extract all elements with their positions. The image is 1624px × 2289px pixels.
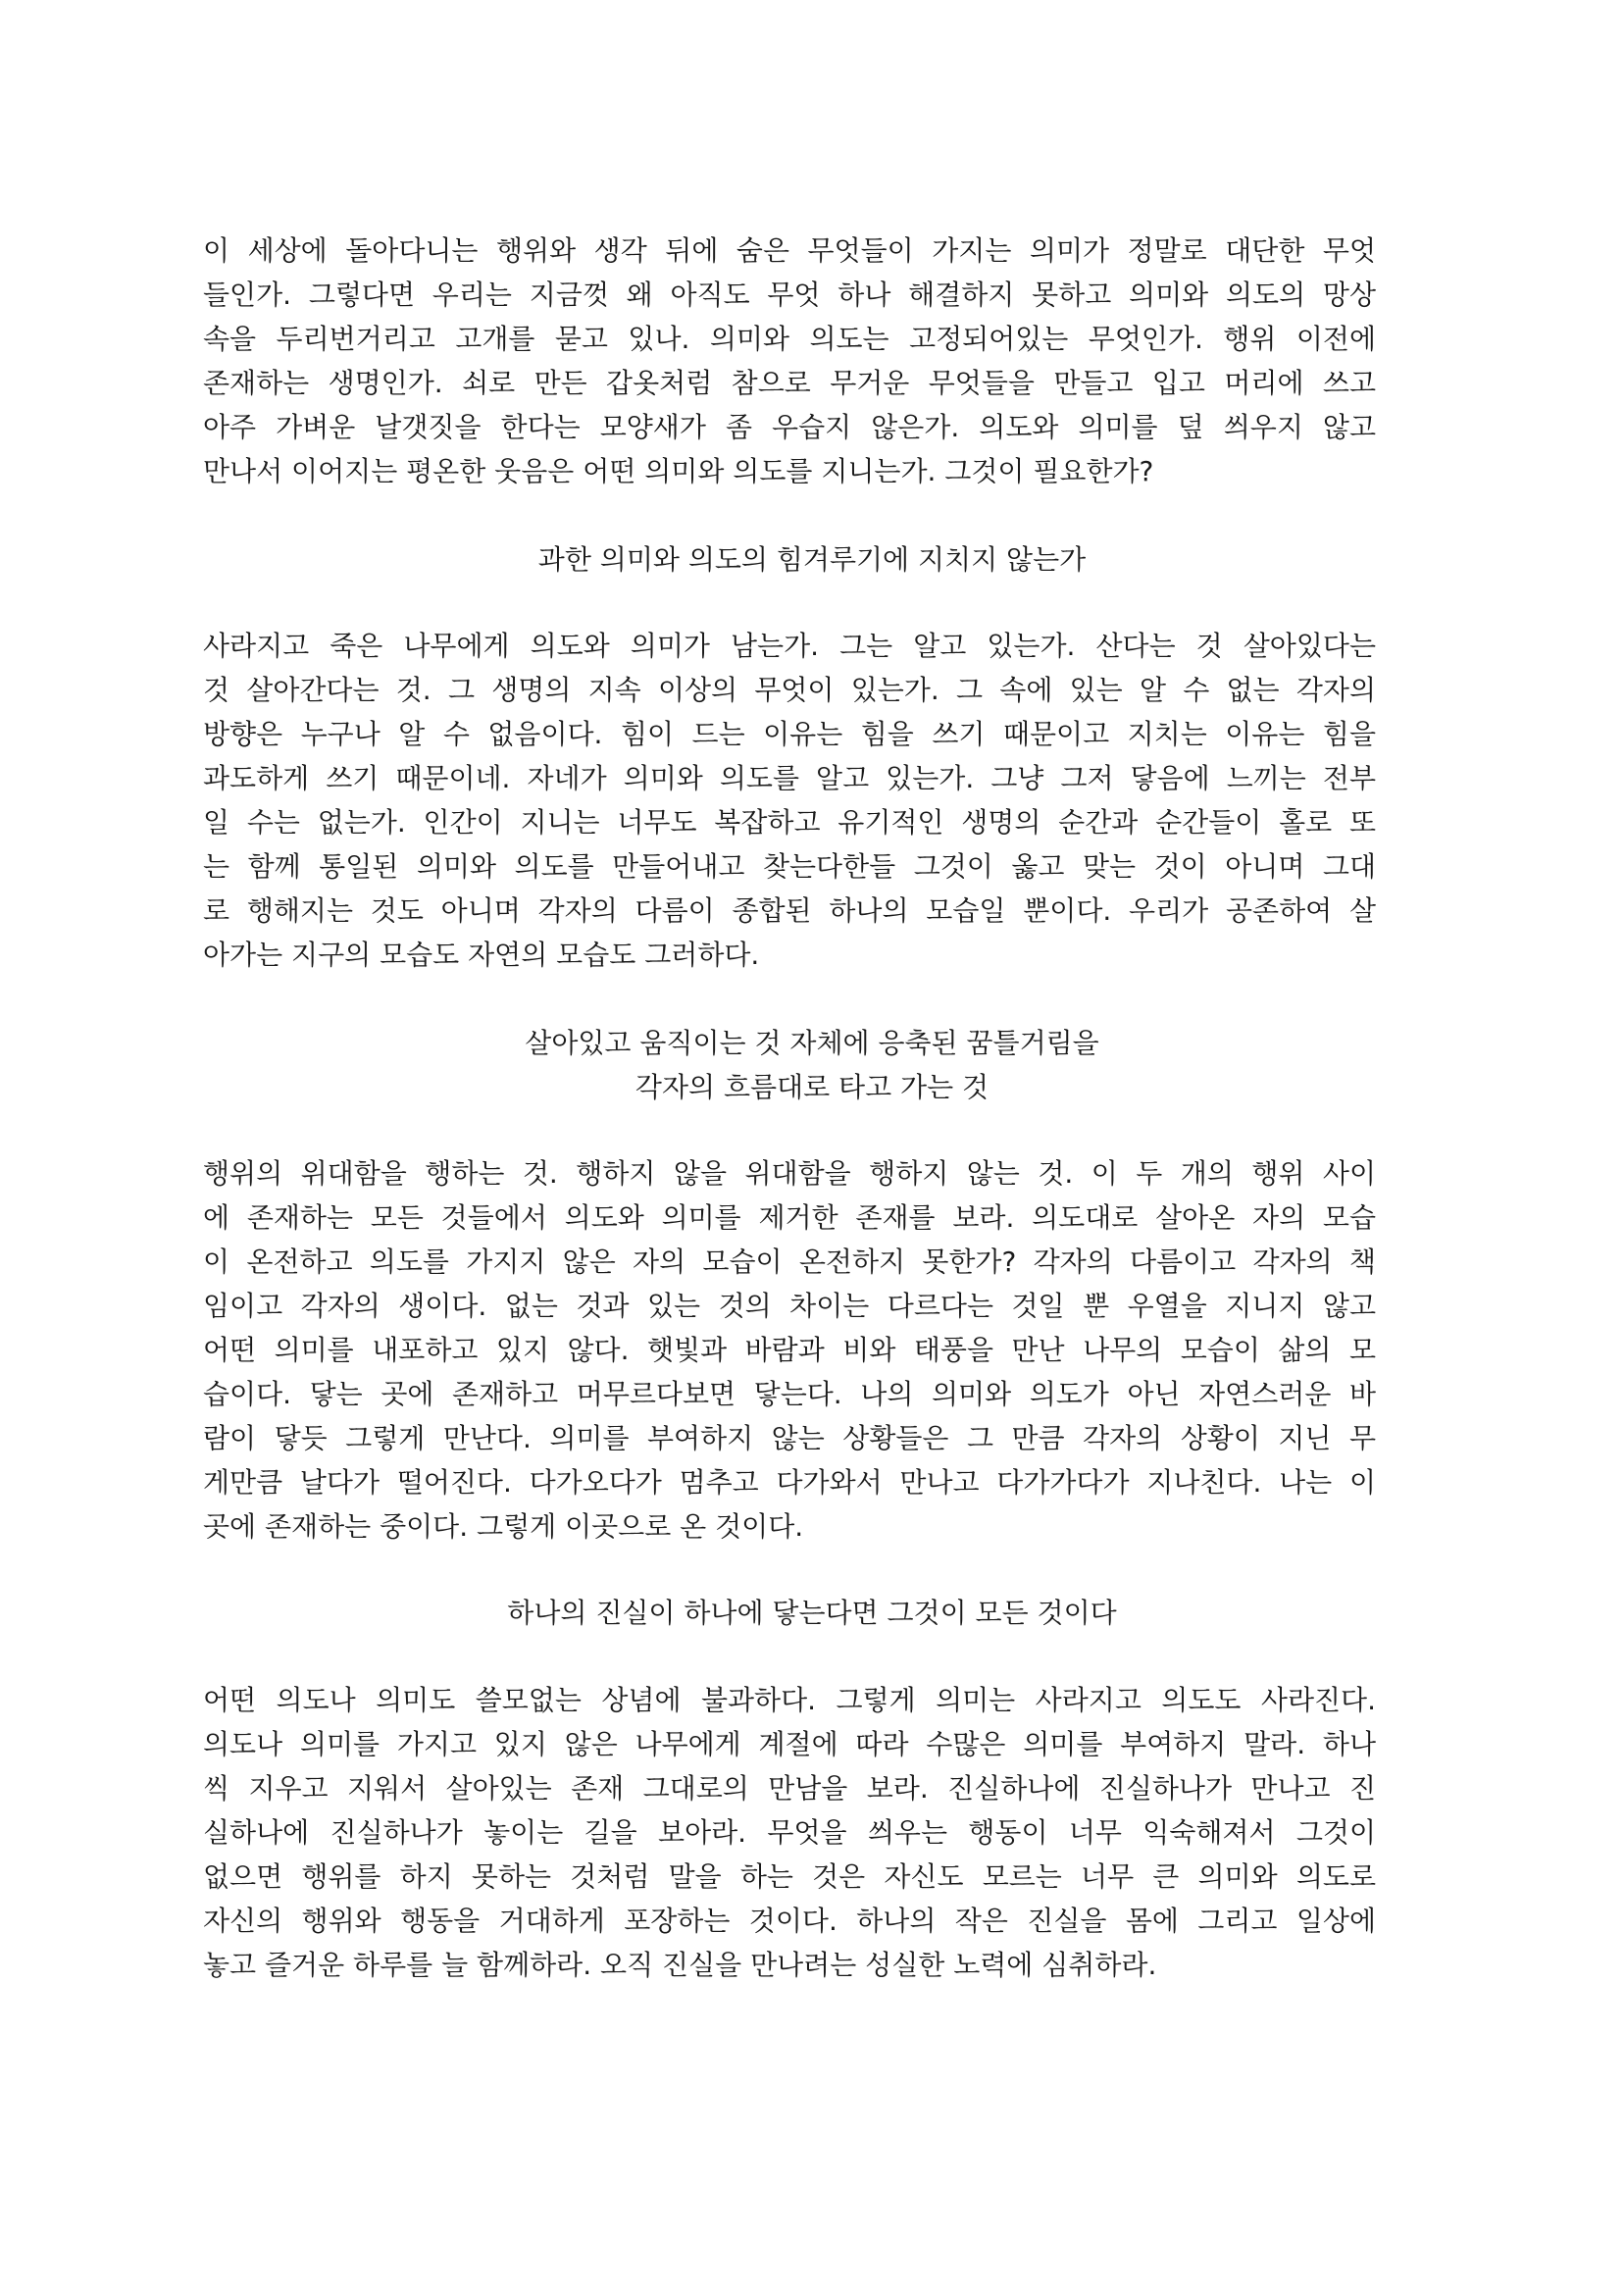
paragraph-line: 방향은 누구나 알 수 없음이다. 힘이 드는 이유는 힘을 쓰기 때문이고 지치는 이유는 힘을 — [203, 718, 1376, 750]
paragraph-line: 들인가. 그렇다면 우리는 지금껏 왜 아직도 무엇 하나 해결하지 못하고 의미와 의도의 망상 — [203, 279, 1376, 311]
section-heading-3: 하나의 진실이 하나에 닿는다면 그것이 모든 것이다 — [507, 1597, 1117, 1629]
paragraph-line: 이 세상에 돌아다니는 행위와 생각 뒤에 숨은 무엇들이 가지는 의미가 정말로 대단한 무엇 — [203, 234, 1376, 267]
section-heading-2-line-2: 각자의 흐름대로 타고 가는 것 — [634, 1071, 990, 1103]
paragraph-line: 의도나 의미를 가지고 있지 않은 나무에게 계절에 따라 수많은 의미를 부여하지 말라. 하나 — [203, 1728, 1376, 1760]
paragraph-line: 곳에 존재하는 중이다. 그렇게 이곳으로 온 것이다. — [203, 1510, 804, 1543]
paragraph-line: 임이고 각자의 생이다. 없는 것과 있는 것의 차이는 다르다는 것일 뿐 우열을 지니지 않고 — [203, 1290, 1376, 1322]
paragraph-line: 놓고 즐거운 하루를 늘 함께하라. 오직 진실을 만나려는 성실한 노력에 심취하라. — [203, 1949, 1157, 1981]
paragraph-line: 존재하는 생명인가. 쇠로 만든 갑옷처럼 참으로 무거운 무엇들을 만들고 입고 머리에 쓰고 — [203, 367, 1376, 399]
paragraph-line: 는 함께 통일된 의미와 의도를 만들어내고 찾는다한들 그것이 옳고 맞는 것이 아니며 그대 — [203, 850, 1376, 883]
paragraph-line: 없으면 행위를 하지 못하는 것처럼 말을 하는 것은 자신도 모르는 너무 큰 의미와 의도로 — [203, 1860, 1376, 1893]
paragraph-line: 로 행해지는 것도 아니며 각자의 다름이 종합된 하나의 모습일 뿐이다. 우리가 공존하여 살 — [203, 894, 1376, 927]
paragraph-line: 게만큼 날다가 떨어진다. 다가오다가 멈추고 다가와서 만나고 다가가다가 지나친다. 나는 이 — [203, 1466, 1376, 1499]
section-heading-1: 과한 의미와 의도의 힘겨루기에 지치지 않는가 — [537, 543, 1087, 576]
paragraph-line: 행위의 위대함을 행하는 것. 행하지 않을 위대함을 행하지 않는 것. 이 두 개의 행위 사이 — [203, 1157, 1376, 1190]
paragraph-line: 사라지고 죽은 나무에게 의도와 의미가 남는가. 그는 알고 있는가. 산다는 것 살아있다는 — [203, 630, 1376, 662]
paragraph-line: 어떤 의미를 내포하고 있지 않다. 햇빛과 바람과 비와 태풍을 만난 나무의 모습이 삶의 모 — [203, 1334, 1376, 1366]
paragraph-line: 어떤 의도나 의미도 쓸모없는 상념에 불과하다. 그렇게 의미는 사라지고 의도도 사라진다. — [203, 1684, 1376, 1716]
paragraph-line: 일 수는 없는가. 인간이 지니는 너무도 복잡하고 유기적인 생명의 순간과 순간들이 홀로 또 — [203, 806, 1376, 839]
paragraph-line: 아가는 지구의 모습도 자연의 모습도 그러하다. — [203, 939, 760, 971]
paragraph-line: 씩 지우고 지워서 살아있는 존재 그대로의 만남을 보라. 진실하나에 진실하나가 만나고 진 — [203, 1772, 1376, 1805]
paragraph-line: 이 온전하고 의도를 가지지 않은 자의 모습이 온전하지 못한가? 각자의 다름이고 각자의 책 — [203, 1246, 1376, 1278]
paragraph-line: 실하나에 진실하나가 놓이는 길을 보아라. 무엇을 씌우는 행동이 너무 익숙해져서 그것이 — [203, 1816, 1376, 1849]
paragraph-line: 과도하게 쓰기 때문이네. 자네가 의미와 의도를 알고 있는가. 그냥 그저 닿음에 느끼는 전부 — [203, 762, 1376, 794]
paragraph-line: 것 살아간다는 것. 그 생명의 지속 이상의 무엇이 있는가. 그 속에 있는 알 수 없는 각자의 — [203, 674, 1376, 706]
paragraph-line: 만나서 이어지는 평온한 웃음은 어떤 의미와 의도를 지니는가. 그것이 필요한가? — [203, 455, 1154, 487]
section-heading-2-line-1: 살아있고 움직이는 것 자체에 응축된 꿈틀거림을 — [525, 1027, 1099, 1059]
paragraph-line: 람이 닿듯 그렇게 만난다. 의미를 부여하지 않는 상황들은 그 만큼 각자의 상황이 지닌 무 — [203, 1422, 1376, 1454]
paragraph-line: 습이다. 닿는 곳에 존재하고 머무르다보면 닿는다. 나의 의미와 의도가 아닌 자연스러운 바 — [203, 1378, 1376, 1410]
paragraph-line: 속을 두리번거리고 고개를 묻고 있나. 의미와 의도는 고정되어있는 무엇인가. 행위 이전에 — [203, 323, 1376, 355]
paragraph-line: 자신의 행위와 행동을 거대하게 포장하는 것이다. 하나의 작은 진실을 몸에 그리고 일상에 — [203, 1905, 1376, 1937]
paragraph-line: 아주 가벼운 날갯짓을 한다는 모양새가 좀 우습지 않은가. 의도와 의미를 덮 씌우지 않고 — [203, 411, 1376, 443]
paragraph-line: 에 존재하는 모든 것들에서 의도와 의미를 제거한 존재를 보라. 의도대로 살아온 자의 모습 — [203, 1201, 1376, 1234]
